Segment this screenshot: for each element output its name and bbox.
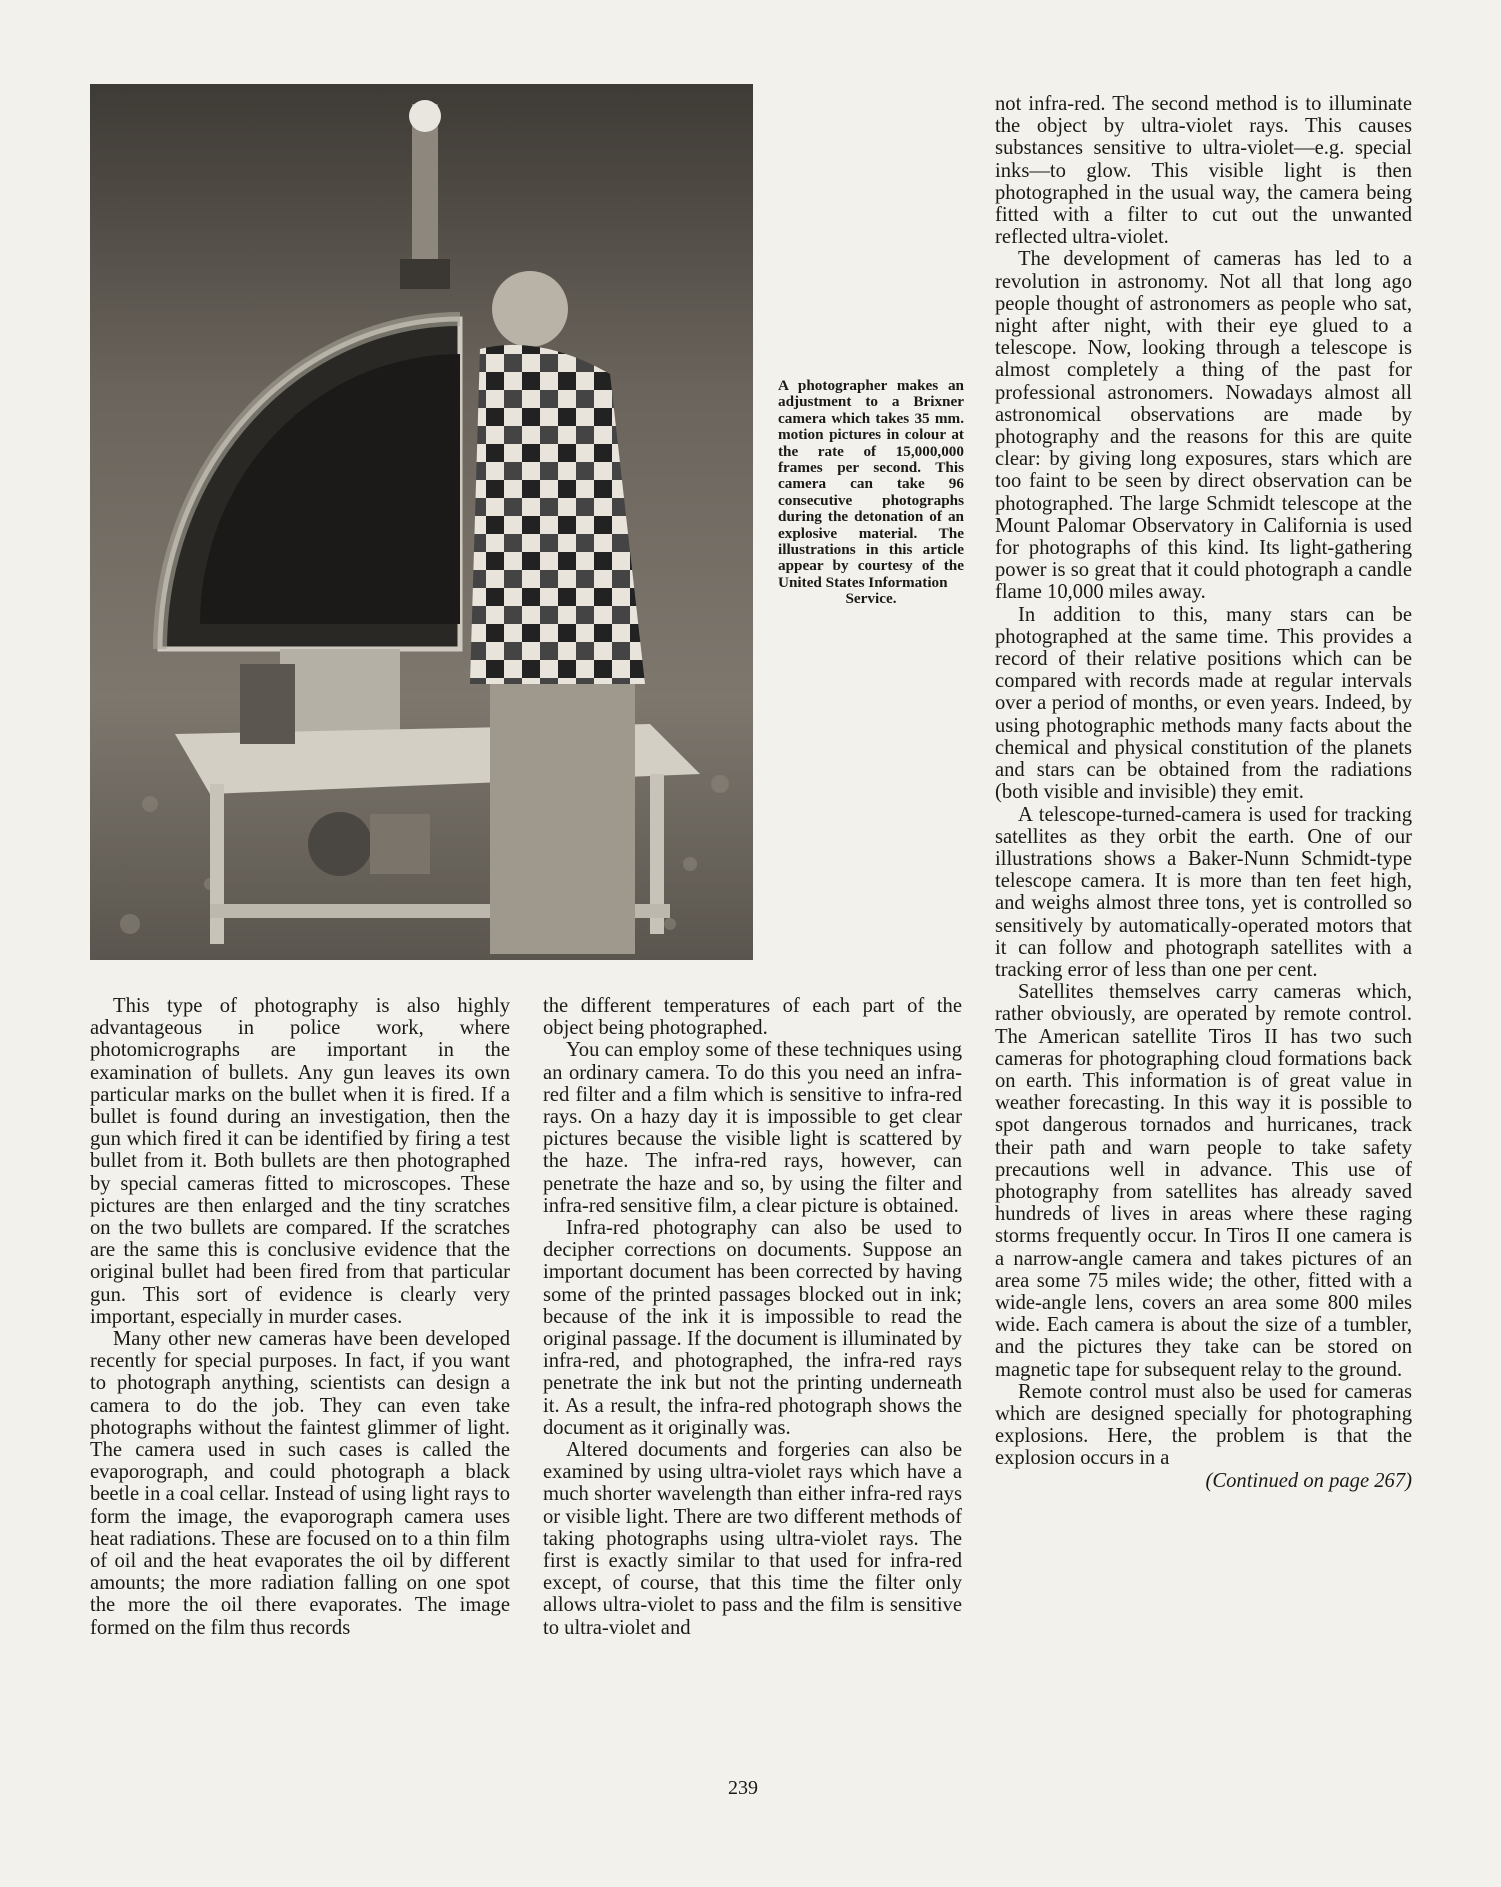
paragraph: This type of photography is also highly advantageous in police work, where photomicrographs are important in the examination of bullets. Any gun leaves its own particular marks on the bullet when it is fired. If a bullet is found during an investigation, then the gun which fired it can be identified by firing a test bullet from it. Both bullets are then photographed by special cameras fitted to microscopes. These pictures are then enlarged and the tiny scratches on the two bullets are compared. If the scratches are the same this is conclusive evidence that the original bullet had been fired from that particular gun. This sort of evidence is clearly very important, especially in murder cases. bbox=[90, 995, 510, 1328]
paragraph: In addition to this, many stars can be photographed at the same time. This provides a record of their relative positions which can be compared with records made at regular intervals over a period of months, or even years. Indeed, by using photographic methods many facts about the chemical and physical constitution of the planets and stars can be obtained from the radiations (both visible and invisible) they emit. bbox=[995, 603, 1412, 804]
brixner-camera-photo bbox=[90, 84, 753, 960]
paragraph: A telescope-turned-camera is used for tracking satellites as they orbit the earth. One of our illustrations shows a Baker-Nunn Schmidt-type telescope camera. It is more than ten feet high, and weighs almost three tons, yet is controlled so sensitively by automatically-operated motors that it can follow and photograph satellites with a tracking error of less than one per cent. bbox=[995, 803, 1412, 981]
column-left bbox=[90, 995, 510, 1639]
paragraph: Satellites themselves carry cameras which, rather obviously, are operated by remote control. The American satellite Tiros II has two such cameras for photographing cloud formations back on earth. This information is of great value in weather forecasting. In this way it is possible to spot dangerous tornados and hurricanes, track their path and warn people to take safety precautions well in advance. This use of photography from satellites has already saved hundreds of lives in areas where these raging storms frequently occur. In Tiros II one camera is a narrow-angle camera and takes pictures of an area some 75 miles wide; the other, fitted with a wide-angle lens, covers an area some 800 miles wide. Each camera is about the size of a tumbler, and the pictures they take can be stored on magnetic tape for subsequent relay to the ground. bbox=[995, 981, 1412, 1381]
camera-photograph-icon bbox=[90, 84, 753, 960]
photo-caption bbox=[778, 378, 964, 608]
paragraph: Infra-red photography can also be used to decipher corrections on documents. Suppose an important document has been corrected by having some of the printed passages blocked out in ink; because of the ink it is impossible to read the original passage. If the document is illuminated by infra-red, and photographed, the infra-red rays penetrate the ink but not the printing underneath it. As a result, the infra-red photograph shows the document as it originally was. bbox=[543, 1217, 962, 1439]
paragraph: You can employ some of these techniques using an ordinary camera. To do this you need an infra-red filter and a film which is sensitive to infra-red rays. On a hazy day it is impossible to get clear pictures because the visible light is scattered by the haze. The infra-red rays, however, can penetrate the haze and so, by using the filter and infra-red sensitive film, a clear picture is obtained. bbox=[543, 1039, 962, 1217]
paragraph: Altered documents and forgeries can also be examined by using ultra-violet rays which have a much shorter wavelength than either infra-red rays or visible light. There are two different methods of taking photographs using ultra-violet rays. The first is exactly similar to that used for infra-red except, of course, that this time the filter only allows ultra-violet to pass and the film is sensitive to ultra-violet and bbox=[543, 1439, 962, 1639]
paragraph: Many other new cameras have been developed recently for special purposes. In fact, if you want to photograph anything, scientists can design a camera to do the job. They can even take photographs without the faintest glimmer of light. The camera used in such cases is called the evaporograph, and could photograph a black beetle in a coal cellar. Instead of using light rays to form the image, the evaporograph camera uses heat radiations. These are focused on to a thin film of oil and the heat evaporates the oil by different amounts; the more radiation falling on one spot the more the oil there evaporates. The image formed on the film thus records bbox=[90, 1328, 510, 1639]
continued-note: (Continued on page 267) bbox=[1205, 1469, 1412, 1492]
page-number: 239 bbox=[728, 1777, 758, 1799]
paragraph: the different temperatures of each part of the object being photographed. bbox=[543, 995, 962, 1040]
column-right bbox=[995, 93, 1412, 1492]
paragraph: not infra-red. The second method is to illuminate the object by ultra-violet rays. This causes substances sensitive to ultra-violet—e.g. special inks—to glow. This visible light is then photographed in the usual way, the camera being fitted with a filter to cut out the unwanted reflected ultra-violet. bbox=[995, 93, 1412, 249]
column-middle bbox=[543, 995, 962, 1639]
paragraph: The development of cameras has led to a revolution in astronomy. Not all that long ago people thought of astronomers as people who sat, night after night, with their eye glued to a telescope. Now, looking through a telescope is almost completely a thing of the past for professional astronomers. Nowadays almost all astronomical observations are made by photography and the reasons for this are quite clear: by giving long exposures, stars which are too faint to be seen by direct observation can be photographed. The large Schmidt telescope at the Mount Palomar Observatory in California is used for photographs of this kind. Its light-gathering power is so great that it could photograph a candle flame 10,000 miles away. bbox=[995, 248, 1412, 604]
caption-last-line: Service. bbox=[845, 590, 897, 608]
paragraph: Remote control must also be used for cameras which are designed specially for photographing explosions. Here, the problem is that the explosion occurs in a bbox=[995, 1380, 1412, 1470]
caption-body: A photographer makes an adjustment to a Brixner camera which takes 35 mm. motion pictures in colour at the rate of 15,000,000 frames per second. This camera can take 96 consecutive photographs during the detonation of an explosive material. The illustrations in this article appear by courtesy of the United States Information bbox=[778, 377, 964, 591]
